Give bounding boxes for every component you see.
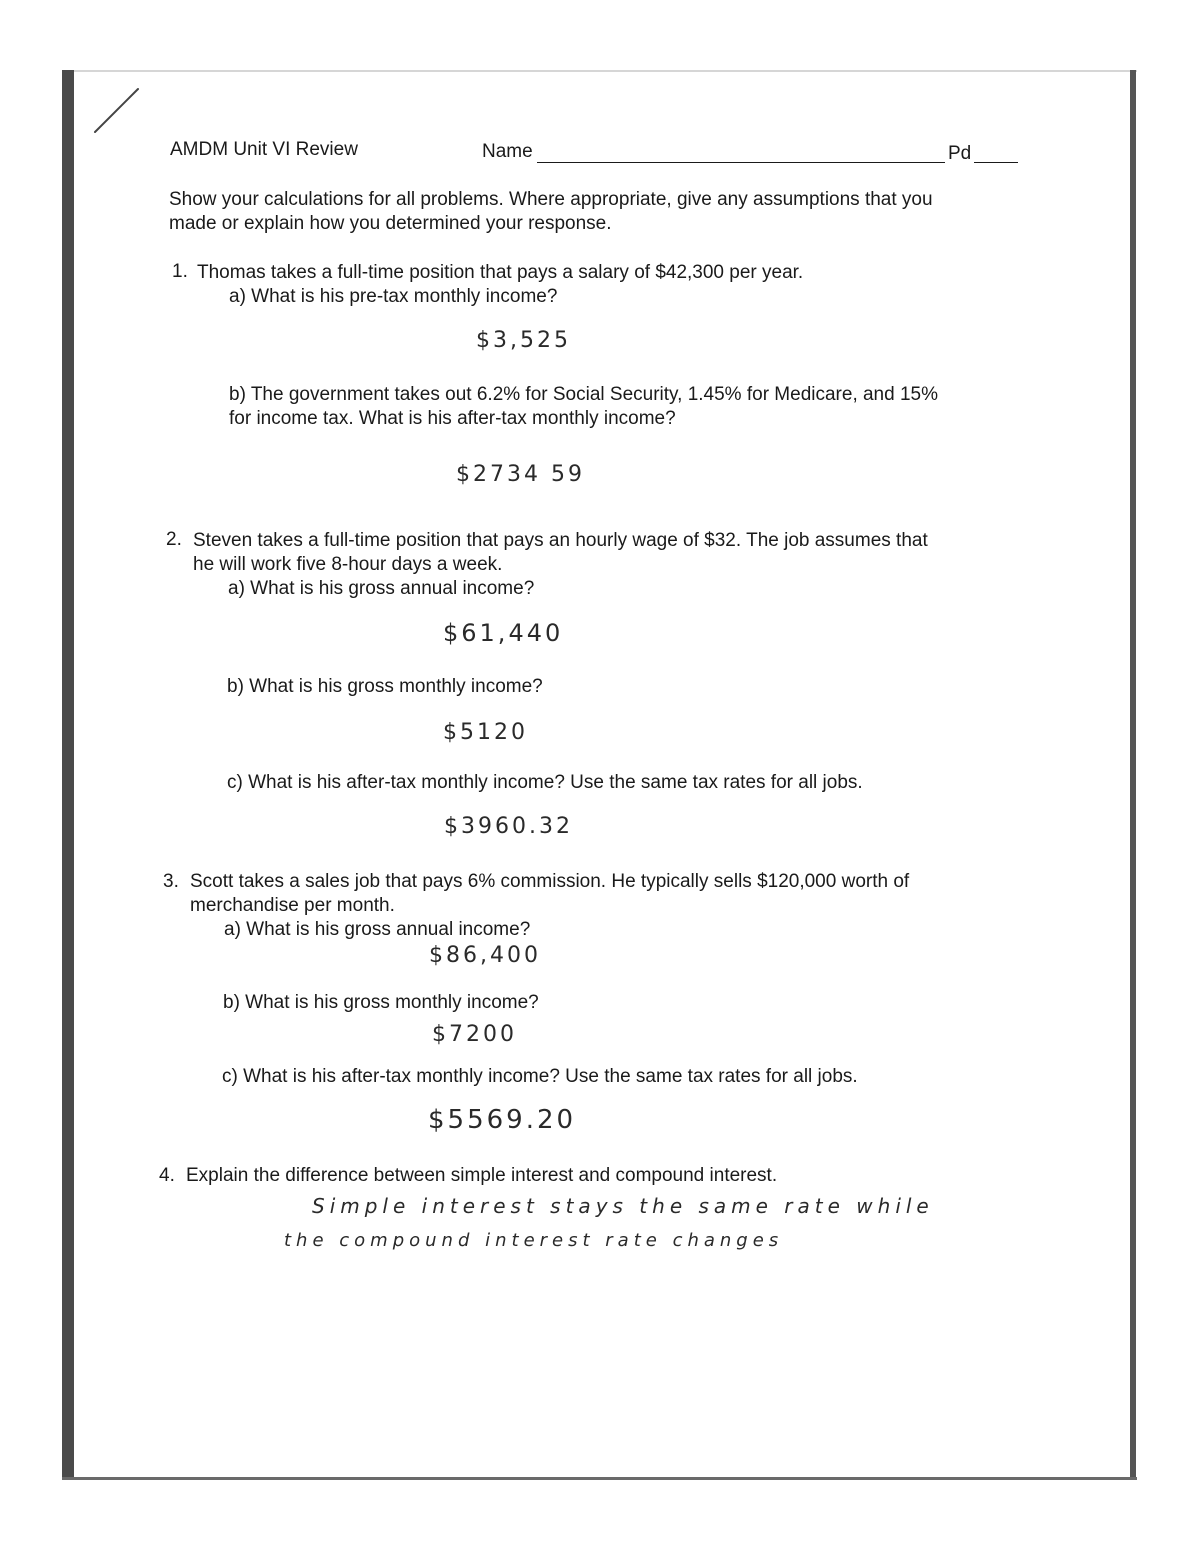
q2-stem-line-1: Steven takes a full-time position that pays an hourly wage of $32. The job assumes that (193, 530, 928, 551)
q3-stem-line-2: merchandise per month. (190, 895, 395, 916)
q1a-prompt: a) What is his pre-tax monthly income? (229, 286, 558, 307)
q3b-prompt: b) What is his gross monthly income? (223, 992, 539, 1013)
paper-top-edge (62, 70, 1137, 72)
q2a-handwritten-answer: $61,440 (443, 619, 564, 647)
period-blank-line (974, 162, 1018, 163)
q4-stem: Explain the difference between simple interest and compound interest. (186, 1165, 778, 1186)
q3a-handwritten-answer: $86,400 (429, 943, 541, 968)
q3c-prompt: c) What is his after-tax monthly income? Use the same tax rates for all jobs. (222, 1066, 858, 1087)
period-label: Pd (948, 143, 972, 164)
q4-handwritten-answer-line-2: the compound interest rate changes (284, 1230, 784, 1251)
name-blank-line (537, 162, 945, 163)
q4-number: 4. (159, 1165, 175, 1186)
q4-handwritten-answer-line-1: Simple interest stays the same rate while (312, 1194, 934, 1218)
q1b-handwritten-answer: $2734 59 (456, 462, 585, 487)
q1a-handwritten-answer: $3,525 (476, 328, 571, 353)
q2a-prompt: a) What is his gross annual income? (228, 578, 535, 599)
instructions-line-2: made or explain how you determined your response. (169, 213, 612, 234)
q3-number: 3. (163, 871, 179, 892)
q2b-prompt: b) What is his gross monthly income? (227, 676, 543, 697)
q3a-prompt: a) What is his gross annual income? (224, 919, 531, 940)
q2b-handwritten-answer: $5120 (443, 720, 528, 745)
q1-stem: Thomas takes a full-time position that pays a salary of $42,300 per year. (197, 262, 804, 283)
paper-bottom-edge (62, 1477, 1137, 1480)
q2c-prompt: c) What is his after-tax monthly income? Use the same tax rates for all jobs. (227, 772, 863, 793)
q3b-handwritten-answer: $7200 (432, 1022, 517, 1047)
q1-number: 1. (172, 261, 188, 282)
paper-right-edge (1130, 70, 1136, 1480)
worksheet-title: AMDM Unit VI Review (170, 139, 358, 160)
q1b-prompt-line-1: b) The government takes out 6.2% for Social Security, 1.45% for Medicare, and 15% (229, 384, 939, 405)
q2-number: 2. (166, 529, 182, 550)
q3c-handwritten-answer: $5569.20 (428, 1105, 577, 1135)
q2c-handwritten-answer: $3960.32 (444, 814, 573, 839)
pen-slash-mark (92, 86, 142, 136)
paper-left-edge (62, 70, 74, 1480)
q3-stem-line-1: Scott takes a sales job that pays 6% commission. He typically sells $120,000 worth of (190, 871, 910, 892)
q1b-prompt-line-2: for income tax. What is his after-tax monthly income? (229, 408, 676, 429)
instructions-line-1: Show your calculations for all problems. Where appropriate, give any assumptions that you (169, 189, 933, 210)
name-label: Name (482, 141, 533, 162)
q2-stem-line-2: he will work five 8-hour days a week. (193, 554, 503, 575)
